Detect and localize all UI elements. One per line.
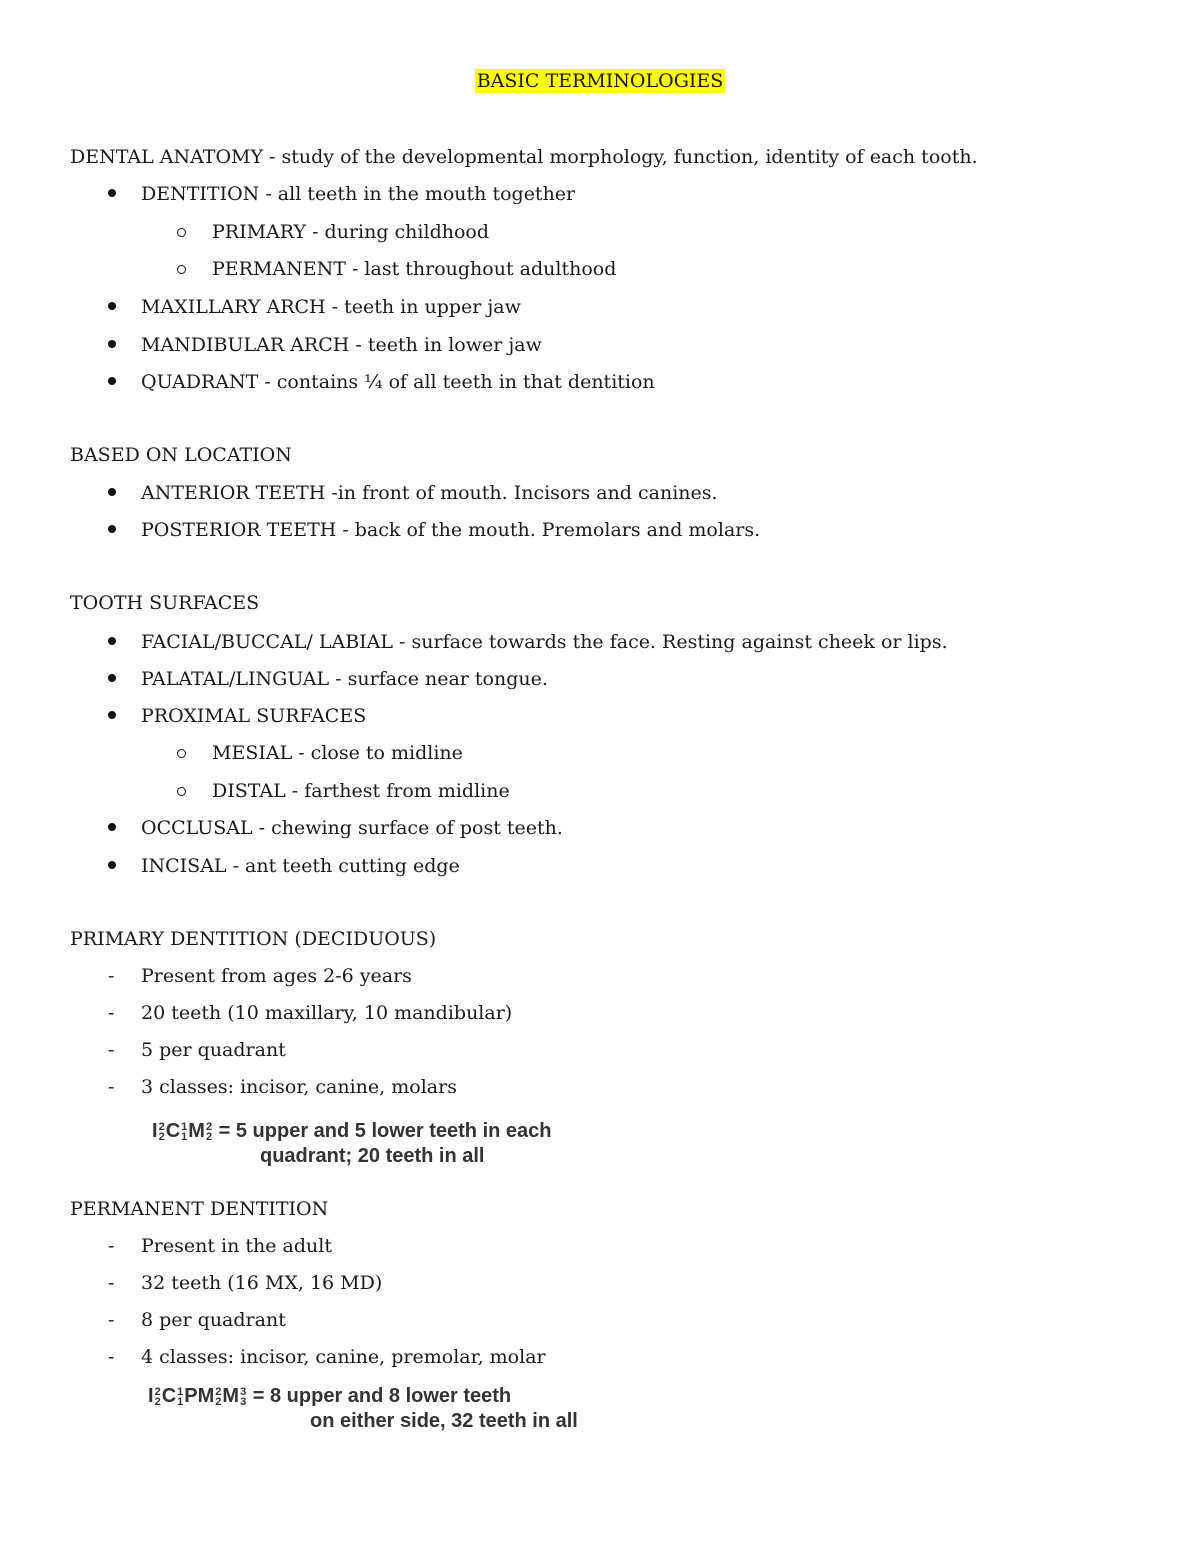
fraction-bottom: 1 [181,1130,188,1143]
location-heading: BASED ON LOCATION [70,444,292,466]
bullet-icon [108,340,116,348]
formula-letter: PM [184,1385,215,1407]
list-item: DISTAL - farthest from midline [212,780,510,802]
formula-letter: C [161,1385,177,1407]
primary-heading: PRIMARY DENTITION (DECIDUOUS) [70,928,437,950]
fraction-top: 1 [177,1385,184,1398]
formula-letter: M [188,1120,205,1142]
circle-bullet-icon [177,787,186,796]
surfaces-heading: TOOTH SURFACES [70,592,260,614]
list-item: MAXILLARY ARCH - teeth in upper jaw [141,296,521,318]
list-item: 5 per quadrant [141,1039,286,1061]
list-item: DENTITION - all teeth in the mouth together [141,183,576,205]
dash-bullet-icon: - [108,1076,115,1098]
formula-text-line1: = 5 upper and 5 lower teeth in each [218,1120,552,1142]
fraction-top: 1 [181,1120,188,1133]
document-title-wrapper [0,70,1200,92]
list-item: 3 classes: incisor, canine, molars [141,1076,457,1098]
formula-fraction [215,1387,221,1407]
dash-bullet-icon: - [108,1002,115,1024]
list-item: 32 teeth (16 MX, 16 MD) [141,1272,383,1294]
list-item: PROXIMAL SURFACES [141,705,367,727]
list-item: Present from ages 2-6 years [141,965,412,987]
dash-bullet-icon: - [108,1272,115,1294]
list-item: POSTERIOR TEETH - back of the mouth. Premolars and molars. [141,519,761,541]
list-item: MANDIBULAR ARCH - teeth in lower jaw [141,334,542,356]
dash-bullet-icon: - [108,1039,115,1061]
formula-fraction [206,1122,212,1142]
bullet-icon [108,488,116,496]
fraction-top: 2 [158,1120,165,1133]
primary-dental-formula [152,1120,552,1168]
fraction-top: 2 [205,1120,213,1133]
fraction-bottom: 2 [154,1395,161,1408]
list-item: 8 per quadrant [141,1309,286,1331]
circle-bullet-icon [177,265,186,274]
fraction-top: 2 [215,1385,222,1398]
permanent-heading: PERMANENT DENTITION [70,1198,329,1220]
list-item: INCISAL - ant teeth cutting edge [141,855,460,877]
list-item: 4 classes: incisor, canine, premolar, molar [141,1346,546,1368]
formula-letter: I [148,1385,154,1407]
formula-text-line2: on either side, 32 teeth in all [310,1410,578,1432]
dental-anatomy-heading: DENTAL ANATOMY - study of the developmental morphology, function, identity of each tooth. [70,146,978,168]
bullet-icon [108,823,116,831]
dash-bullet-icon: - [108,965,115,987]
list-item: PALATAL/LINGUAL - surface near tongue. [141,668,548,690]
dash-bullet-icon: - [108,1235,115,1257]
formula-letter: C [165,1120,181,1142]
bullet-icon [108,711,116,719]
formula-fraction [177,1387,183,1407]
list-item: PERMANENT - last throughout adulthood [212,258,617,280]
list-item: PRIMARY - during childhood [212,221,490,243]
bullet-icon [108,525,116,533]
bullet-icon [108,674,116,682]
document-title: BASIC TERMINOLOGIES [476,70,724,92]
circle-bullet-icon [177,228,186,237]
list-item: Present in the adult [141,1235,332,1257]
formula-letter: M [222,1385,240,1407]
fraction-top: 2 [154,1385,161,1398]
formula-fraction [181,1122,187,1142]
dash-bullet-icon: - [108,1309,115,1331]
list-item: 20 teeth (10 maxillary, 10 mandibular) [141,1002,513,1024]
formula-fraction [159,1122,165,1142]
fraction-bottom: 2 [205,1130,213,1143]
circle-bullet-icon [177,749,186,758]
bullet-icon [108,302,116,310]
bullet-icon [108,377,116,385]
fraction-bottom: 1 [177,1395,184,1408]
fraction-top: 3 [240,1385,247,1398]
dash-bullet-icon: - [108,1346,115,1368]
formula-fraction [155,1387,161,1407]
fraction-bottom: 3 [240,1395,247,1408]
list-item: QUADRANT - contains ¼ of all teeth in that dentition [141,371,655,393]
bullet-icon [108,189,116,197]
formula-letter: I [152,1120,158,1142]
permanent-dental-formula [148,1385,578,1433]
fraction-bottom: 2 [158,1130,165,1143]
list-item: FACIAL/BUCCAL/ LABIAL - surface towards the face. Resting against cheek or lips. [141,631,948,653]
fraction-bottom: 2 [215,1395,222,1408]
bullet-icon [108,637,116,645]
formula-text-line1: = 8 upper and 8 lower teeth [252,1385,512,1407]
formula-fraction [240,1387,246,1407]
bullet-icon [108,861,116,869]
list-item: OCCLUSAL - chewing surface of post teeth. [141,817,563,839]
formula-text-line2: quadrant; 20 teeth in all [260,1145,485,1167]
list-item: MESIAL - close to midline [212,742,463,764]
list-item: ANTERIOR TEETH -in front of mouth. Incisors and canines. [141,482,718,504]
